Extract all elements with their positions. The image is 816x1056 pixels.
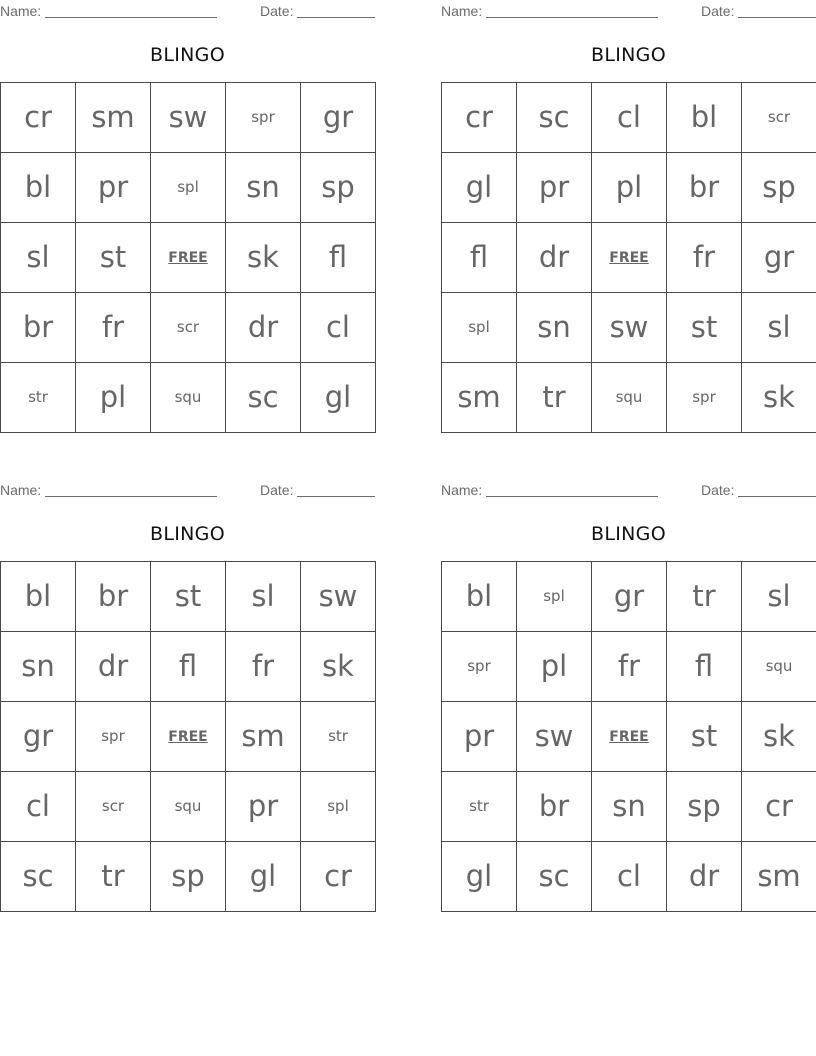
grid-row [1, 153, 376, 223]
grid-cell: gr [1, 702, 76, 772]
grid-cell: fr [592, 632, 667, 702]
grid-cell: sw [151, 83, 226, 153]
free-cell: FREE [151, 702, 226, 772]
grid-cell: sw [301, 562, 376, 632]
grid-row [1, 293, 376, 363]
grid-cell: fl [301, 223, 376, 293]
grid-cell: str [301, 702, 376, 772]
grid-row [1, 632, 376, 702]
date-label: Date: [701, 482, 735, 498]
grid-cell: squ [151, 363, 226, 433]
grid-row [442, 702, 816, 772]
grid-cell: squ [592, 363, 667, 433]
card-header [441, 481, 816, 499]
grid-cell: pr [76, 153, 151, 223]
grid-cell: tr [76, 842, 151, 912]
grid-row [442, 632, 816, 702]
grid-cell: sl [226, 562, 301, 632]
grid-cell: fr [76, 293, 151, 363]
grid-cell: scr [742, 83, 816, 153]
grid-cell: st [151, 562, 226, 632]
grid-cell: fr [667, 223, 742, 293]
name-blank-line [486, 17, 658, 18]
grid-cell: sn [1, 632, 76, 702]
grid-cell: str [442, 772, 517, 842]
grid-row [442, 293, 816, 363]
name-label: Name: [0, 3, 42, 19]
card-header [0, 2, 375, 20]
grid-cell: spr [76, 702, 151, 772]
grid-cell: sp [151, 842, 226, 912]
grid-cell: sw [517, 702, 592, 772]
grid-cell: sn [226, 153, 301, 223]
grid-cell: fl [151, 632, 226, 702]
name-blank-line [45, 496, 217, 497]
grid-row [1, 83, 376, 153]
grid-cell: pr [442, 702, 517, 772]
grid-cell: sk [226, 223, 301, 293]
grid-cell: st [667, 702, 742, 772]
grid-cell: gl [301, 363, 376, 433]
grid-row [1, 223, 376, 293]
free-cell: FREE [151, 223, 226, 293]
grid-cell: cr [442, 83, 517, 153]
grid-cell: spl [442, 293, 517, 363]
grid-cell: cl [1, 772, 76, 842]
grid-cell: dr [76, 632, 151, 702]
card-header [441, 2, 816, 20]
grid-cell: sm [442, 363, 517, 433]
grid-row [1, 363, 376, 433]
grid-cell: dr [667, 842, 742, 912]
date-label: Date: [260, 3, 294, 19]
grid-cell: pr [517, 153, 592, 223]
grid-cell: br [667, 153, 742, 223]
grid-cell: cl [592, 842, 667, 912]
grid-cell: st [667, 293, 742, 363]
grid-cell: spr [442, 632, 517, 702]
bingo-grid [0, 561, 376, 912]
grid-cell: cr [301, 842, 376, 912]
grid-cell: gr [742, 223, 816, 293]
grid-cell: fl [667, 632, 742, 702]
grid-cell: bl [1, 153, 76, 223]
grid-cell: br [1, 293, 76, 363]
grid-row [442, 223, 816, 293]
grid-cell: gl [226, 842, 301, 912]
grid-row [1, 772, 376, 842]
grid-cell: sc [1, 842, 76, 912]
bingo-grid [441, 82, 816, 433]
grid-cell: cl [301, 293, 376, 363]
name-label: Name: [441, 482, 483, 498]
grid-cell: bl [667, 83, 742, 153]
grid-cell: gl [442, 153, 517, 223]
name-label: Name: [0, 482, 42, 498]
grid-row [1, 702, 376, 772]
grid-row [442, 83, 816, 153]
grid-row [442, 562, 816, 632]
grid-cell: sn [517, 293, 592, 363]
grid-cell: spl [517, 562, 592, 632]
grid-cell: scr [151, 293, 226, 363]
grid-cell: bl [1, 562, 76, 632]
grid-row [1, 562, 376, 632]
grid-cell: spl [301, 772, 376, 842]
grid-cell: br [517, 772, 592, 842]
grid-row [442, 153, 816, 223]
grid-cell: sc [226, 363, 301, 433]
grid-cell: scr [76, 772, 151, 842]
grid-cell: sl [742, 293, 816, 363]
bingo-grid [0, 82, 376, 433]
grid-cell: cl [592, 83, 667, 153]
card-header [0, 481, 375, 499]
bingo-grid [441, 561, 816, 912]
grid-cell: fr [226, 632, 301, 702]
card-title: BLINGO [591, 523, 666, 545]
grid-cell: gr [301, 83, 376, 153]
grid-cell: sl [1, 223, 76, 293]
grid-cell: sm [76, 83, 151, 153]
grid-cell: pl [517, 632, 592, 702]
grid-cell: sp [301, 153, 376, 223]
grid-cell: spr [667, 363, 742, 433]
grid-cell: spl [151, 153, 226, 223]
date-label: Date: [701, 3, 735, 19]
date-blank-line [738, 496, 816, 497]
grid-row [1, 842, 376, 912]
grid-cell: bl [442, 562, 517, 632]
card-title: BLINGO [150, 44, 225, 66]
grid-cell: sc [517, 842, 592, 912]
grid-row [442, 842, 816, 912]
grid-cell: pl [76, 363, 151, 433]
grid-cell: sk [301, 632, 376, 702]
grid-cell: gl [442, 842, 517, 912]
grid-cell: st [76, 223, 151, 293]
grid-cell: str [1, 363, 76, 433]
grid-cell: sk [742, 702, 816, 772]
grid-cell: sl [742, 562, 816, 632]
free-cell: FREE [592, 223, 667, 293]
grid-cell: dr [517, 223, 592, 293]
grid-cell: cr [1, 83, 76, 153]
name-label: Name: [441, 3, 483, 19]
grid-cell: sp [667, 772, 742, 842]
card-title: BLINGO [150, 523, 225, 545]
card-title: BLINGO [591, 44, 666, 66]
grid-cell: spr [226, 83, 301, 153]
grid-cell: squ [742, 632, 816, 702]
grid-cell: fl [442, 223, 517, 293]
date-blank-line [297, 496, 375, 497]
grid-cell: dr [226, 293, 301, 363]
grid-cell: squ [151, 772, 226, 842]
grid-cell: sn [592, 772, 667, 842]
grid-row [442, 772, 816, 842]
grid-cell: br [76, 562, 151, 632]
grid-cell: gr [592, 562, 667, 632]
date-label: Date: [260, 482, 294, 498]
grid-cell: tr [667, 562, 742, 632]
name-blank-line [45, 17, 217, 18]
grid-cell: pr [226, 772, 301, 842]
grid-cell: sc [517, 83, 592, 153]
grid-cell: tr [517, 363, 592, 433]
free-cell: FREE [592, 702, 667, 772]
grid-row [442, 363, 816, 433]
grid-cell: sp [742, 153, 816, 223]
name-blank-line [486, 496, 658, 497]
grid-cell: sw [592, 293, 667, 363]
grid-cell: sk [742, 363, 816, 433]
date-blank-line [738, 17, 816, 18]
grid-cell: pl [592, 153, 667, 223]
grid-cell: cr [742, 772, 816, 842]
date-blank-line [297, 17, 375, 18]
grid-cell: sm [742, 842, 816, 912]
grid-cell: sm [226, 702, 301, 772]
